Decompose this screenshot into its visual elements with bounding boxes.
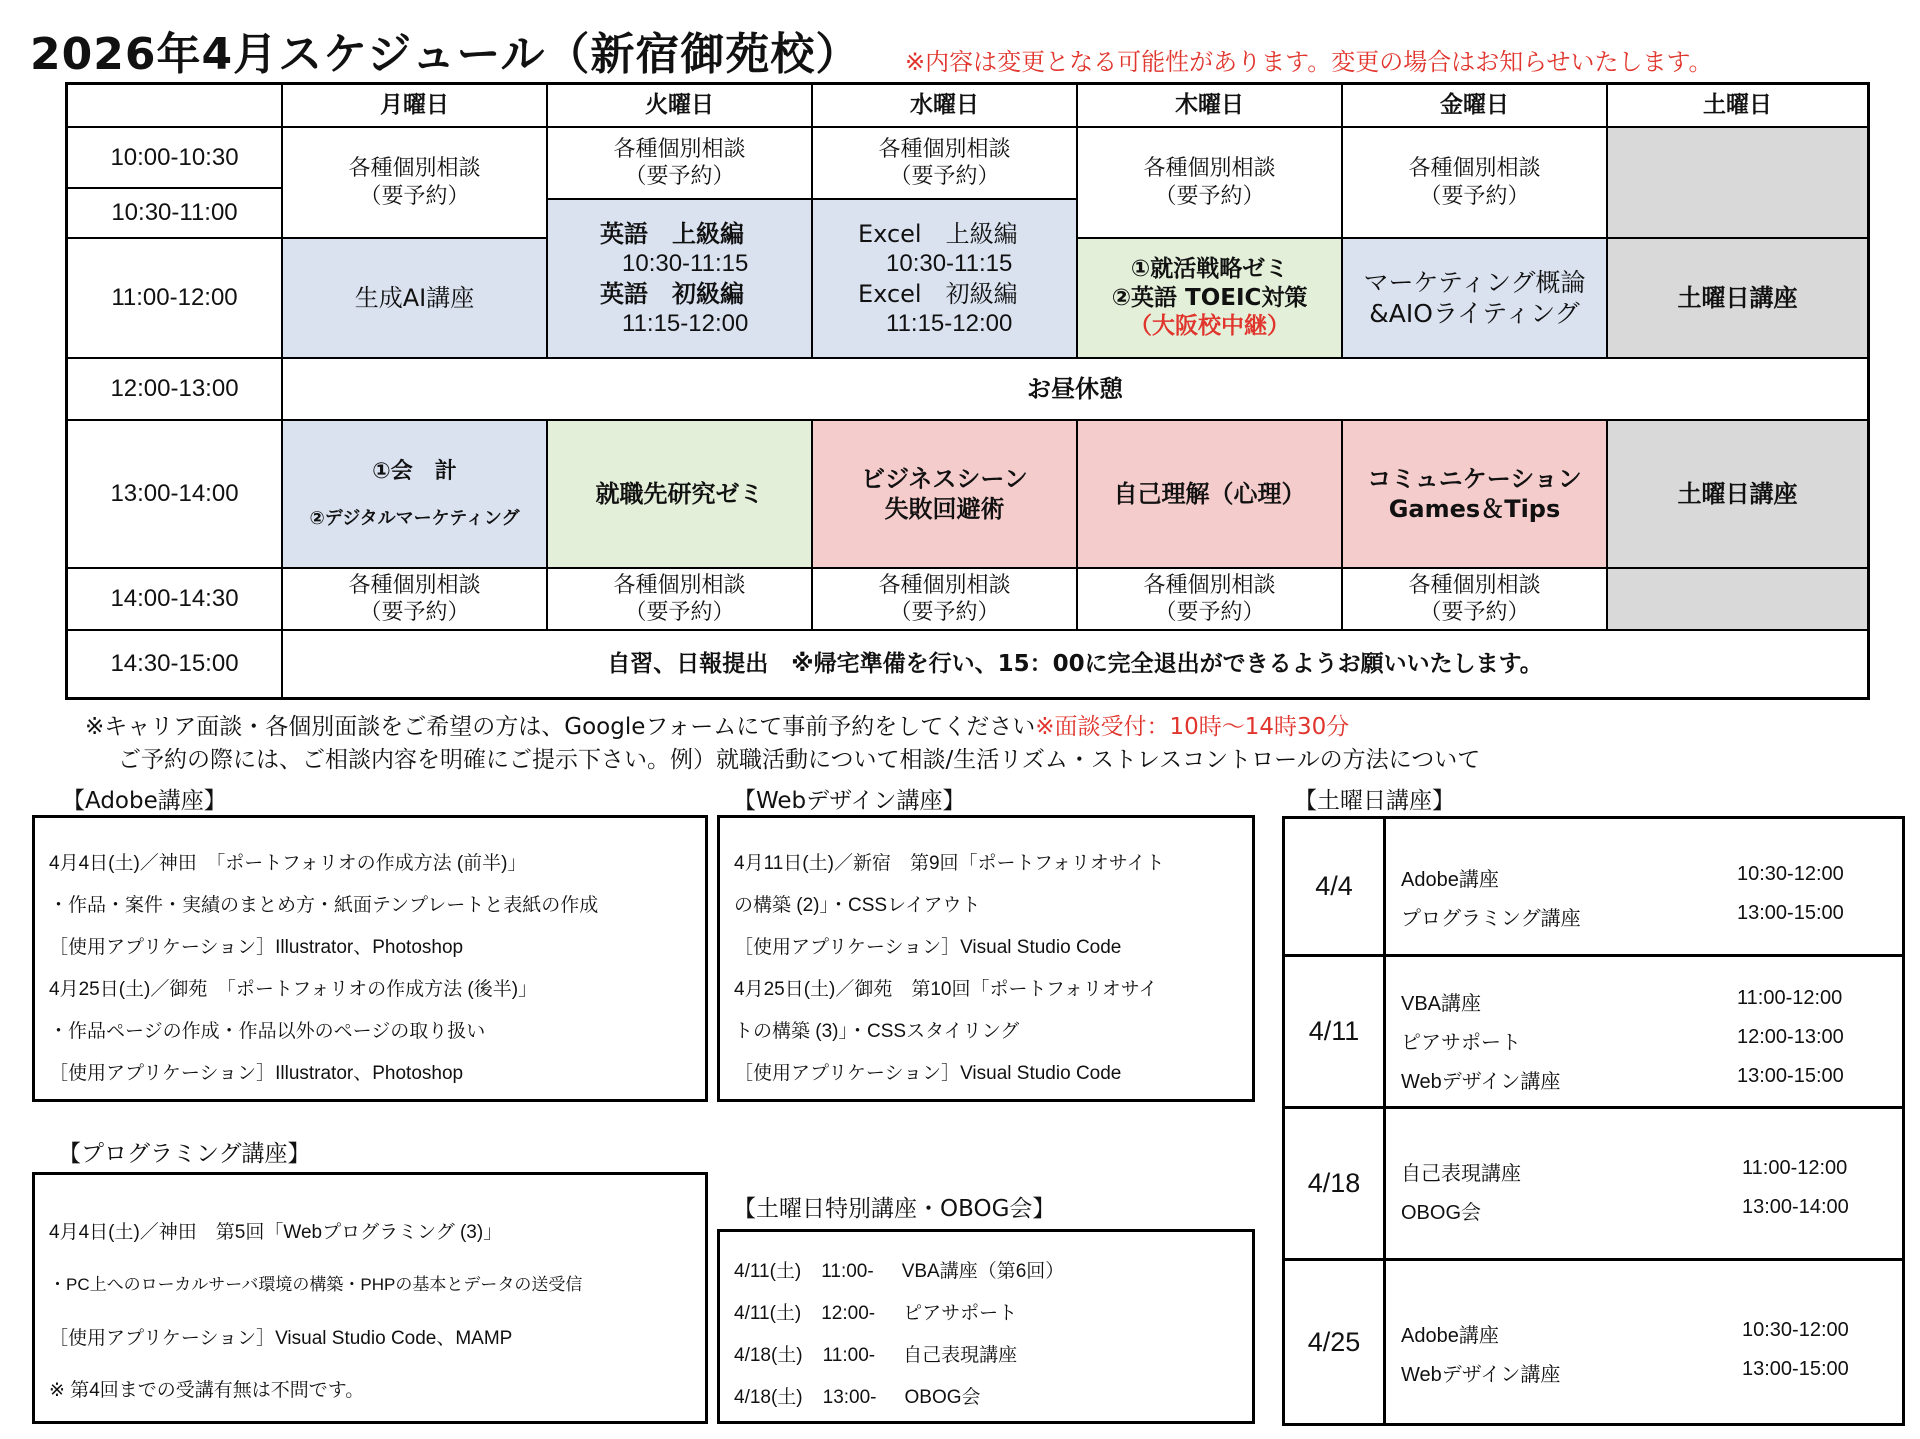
event-time: 11:00- [822, 1345, 876, 1366]
course-line: ※ 第4回までの受講有無は不問です。 [49, 1380, 365, 1401]
course-name: Adobe講座 [1401, 1325, 1499, 1347]
time-slot: 14:30-15:00 [68, 631, 283, 697]
day-header-wed: 水曜日 [813, 85, 1078, 128]
course-time: 11:00-12:00 [1737, 987, 1843, 1009]
class-time: 10:30-11:15 [622, 249, 749, 277]
class-time: 11:15-12:00 [886, 309, 1013, 337]
course-name: Adobe講座 [1401, 869, 1499, 891]
corner-cell [68, 85, 283, 128]
class-title: ビジネスシーン [861, 465, 1028, 493]
consult-cell [1078, 569, 1343, 631]
event-time: 13:00- [822, 1387, 877, 1408]
consult-note: （要予約） [359, 600, 470, 625]
consult-note: （要予約） [624, 164, 735, 189]
class-accounting-digital-marketing [283, 421, 548, 569]
event-time: 12:00- [821, 1303, 876, 1324]
saturday-row [1285, 1109, 1902, 1261]
consult-cell [1343, 569, 1608, 631]
class-self-understanding: 自己理解（心理） [1078, 421, 1343, 569]
consult-cell [548, 128, 813, 200]
saturday-date: 4/18 [1285, 1109, 1386, 1258]
consult-cell [283, 569, 548, 631]
course-line: ・作品ページの作成・作品以外のページの取り扱い [49, 1021, 486, 1042]
course-time: 13:00-14:00 [1742, 1196, 1849, 1218]
day-header-sat: 土曜日 [1608, 85, 1867, 128]
sat-course-cell: 土曜日講座 [1608, 421, 1867, 569]
web-design-course-box [717, 815, 1255, 1102]
web-design-section-title: 【Webデザイン講座】 [733, 788, 966, 814]
lunch-break: お昼休憩 [283, 359, 1867, 421]
reception-hours: ※面談受付：10時～14時30分 [1035, 714, 1350, 740]
course-line: ［使用アプリケーション］Visual Studio Code、MAMP [49, 1328, 513, 1349]
consult-label: 各種個別相談 [613, 572, 746, 598]
special-row [734, 1298, 1017, 1325]
saturday-row [1285, 957, 1902, 1109]
saturday-row [1285, 819, 1902, 957]
day-header-tue: 火曜日 [548, 85, 813, 128]
special-row [734, 1340, 1017, 1367]
consult-cell [548, 569, 813, 631]
class-title: Excel 初級編 [858, 279, 1018, 308]
saturday-date: 4/4 [1285, 819, 1386, 954]
consult-note: （要予約） [1419, 183, 1530, 209]
course-line: ［使用アプリケーション］Visual Studio Code [734, 1063, 1122, 1084]
consult-label: 各種個別相談 [1408, 156, 1541, 181]
class-title: ①会 計 [372, 459, 457, 484]
class-english [548, 200, 813, 359]
course-time: 10:30-12:00 [1742, 1319, 1849, 1341]
course-line: の構築 (2)」・CSSレイアウト [734, 895, 981, 916]
special-course-box [717, 1229, 1255, 1424]
course-line: 4月4日(土)／神田 第5回「Webプログラミング (3)」 [49, 1222, 503, 1243]
class-title: ②デジタルマーケティング [309, 507, 520, 529]
course-time: 11:00-12:00 [1742, 1157, 1848, 1179]
consult-note: （要予約） [1154, 600, 1265, 625]
sat-empty-cell [1608, 569, 1867, 631]
programming-section-title: 【プログラミング講座】 [58, 1141, 311, 1167]
course-line: ［使用アプリケーション］Visual Studio Code [734, 937, 1122, 958]
saturday-date: 4/11 [1285, 957, 1386, 1106]
class-time: 10:30-11:15 [886, 249, 1013, 277]
sat-empty-cell [1608, 128, 1867, 239]
class-business-scene [813, 421, 1078, 569]
relay-note: （大阪校中継） [1129, 313, 1290, 340]
course-time: 10:30-12:00 [1737, 863, 1844, 885]
course-name: プログラミング講座 [1401, 908, 1581, 930]
course-line: 4月25日(土)／御苑 第10回「ポートフォリオサイ [734, 979, 1158, 1000]
class-title: &AIOライティング [1369, 299, 1580, 328]
consult-cell [283, 128, 548, 239]
course-line: ［使用アプリケーション］Illustrator、Photoshop [49, 1063, 464, 1084]
consult-cell [813, 128, 1078, 200]
saturday-section-title: 【土曜日講座】 [1294, 788, 1455, 814]
event-date: 4/18(土) [734, 1345, 803, 1366]
class-title: 英語 初級編 [600, 279, 744, 308]
consult-label: 各種個別相談 [1143, 572, 1276, 598]
course-time: 12:00-13:00 [1737, 1026, 1844, 1048]
course-time: 13:00-15:00 [1742, 1358, 1849, 1380]
adobe-section-title: 【Adobe講座】 [62, 788, 227, 814]
programming-course-box [32, 1172, 708, 1424]
event-date: 4/18(土) [734, 1387, 803, 1408]
special-section-title: 【土曜日特別講座・OBOG会】 [733, 1196, 1056, 1222]
course-time: 13:00-15:00 [1737, 902, 1844, 924]
event-time: 11:00- [821, 1261, 874, 1282]
consult-label: 各種個別相談 [1143, 156, 1276, 181]
consult-note: （要予約） [889, 164, 1000, 189]
saturday-course-table [1282, 816, 1905, 1426]
adobe-course-box [32, 815, 708, 1102]
class-generative-ai: 生成AI講座 [283, 239, 548, 359]
class-marketing [1343, 239, 1608, 359]
consult-note: （要予約） [359, 183, 470, 209]
special-row [734, 1256, 1064, 1283]
class-communication [1343, 421, 1608, 569]
consult-cell [813, 569, 1078, 631]
event-date: 4/11(土) [734, 1303, 802, 1324]
day-header-fri: 金曜日 [1343, 85, 1608, 128]
event-name: VBA講座（第6回） [901, 1261, 1065, 1282]
consult-label: 各種個別相談 [878, 572, 1011, 598]
consult-label: 各種個別相談 [1408, 572, 1541, 598]
course-line: 4月11日(土)／新宿 第9回「ポートフォリオサイト [734, 853, 1165, 874]
class-company-research: 就職先研究ゼミ [548, 421, 813, 569]
class-title: 失敗回避術 [884, 495, 1005, 523]
time-slot: 12:00-13:00 [68, 359, 283, 421]
event-name: OBOG会 [904, 1387, 981, 1408]
course-name: Webデザイン講座 [1401, 1071, 1561, 1093]
class-title: Games＆Tips [1388, 495, 1561, 523]
class-title: Excel 上級編 [858, 219, 1018, 248]
saturday-date: 4/25 [1285, 1261, 1386, 1423]
weekly-schedule-table [65, 82, 1870, 700]
course-line: ・PC上へのローカルサーバ環境の構築・PHPの基本とデータの送受信 [49, 1275, 583, 1294]
time-slot: 14:00-14:30 [68, 569, 283, 631]
course-name: OBOG会 [1401, 1202, 1482, 1224]
course-line: トの構築 (3)」・CSSスタイリング [734, 1021, 1020, 1042]
event-name: ピアサポート [903, 1303, 1018, 1324]
consult-label: 各種個別相談 [878, 136, 1011, 162]
time-slot: 10:00-10:30 [68, 128, 283, 189]
time-slot: 13:00-14:00 [68, 421, 283, 569]
course-line: 4月25日(土)／御苑 「ポートフォリオの作成方法 (後半)」 [49, 979, 538, 1000]
class-job-strategy-toeic [1078, 239, 1343, 359]
day-header-thu: 木曜日 [1078, 85, 1343, 128]
class-title: ②英語 TOEIC対策 [1111, 284, 1308, 311]
class-excel [813, 200, 1078, 359]
course-name: VBA講座 [1401, 993, 1482, 1015]
reservation-text: ※キャリア面談・各個別面談をご希望の方は、Googleフォームにて事前予約をしてください [85, 714, 1036, 740]
course-name: ピアサポート [1401, 1032, 1521, 1054]
saturday-row [1285, 1261, 1902, 1423]
consult-cell [1078, 128, 1343, 239]
event-name: 自己表現講座 [903, 1345, 1018, 1366]
self-study-row: 自習、日報提出 ※帰宅準備を行い、15：00に完全退出ができるようお願いいたします。 [607, 650, 1543, 677]
course-name: Webデザイン講座 [1401, 1364, 1561, 1386]
consult-note: （要予約） [624, 600, 735, 625]
time-slot: 11:00-12:00 [68, 239, 283, 359]
course-line: ［使用アプリケーション］Illustrator、Photoshop [49, 937, 464, 958]
class-title: コミュニケーション [1367, 465, 1582, 493]
change-notice: ※内容は変更となる可能性があります。変更の場合はお知らせいたします。 [905, 48, 1713, 76]
page-title: 2026年4月スケジュール（新宿御苑校） [30, 29, 861, 80]
class-title: 英語 上級編 [600, 219, 744, 248]
event-date: 4/11(土) [734, 1261, 802, 1282]
consult-note: （要予約） [1419, 600, 1530, 625]
sat-course-cell: 土曜日講座 [1608, 239, 1867, 359]
consult-note: （要予約） [889, 600, 1000, 625]
reservation-note [85, 708, 1349, 741]
consult-note: （要予約） [1154, 183, 1265, 209]
day-header-mon: 月曜日 [283, 85, 548, 128]
special-row [734, 1382, 981, 1409]
consult-label: 各種個別相談 [613, 136, 746, 162]
time-slot: 10:30-11:00 [68, 189, 283, 239]
class-time: 11:15-12:00 [622, 309, 749, 337]
course-time: 13:00-15:00 [1737, 1065, 1844, 1087]
consult-label: 各種個別相談 [348, 156, 481, 181]
consult-cell [1343, 128, 1608, 239]
class-title: ①就活戦略ゼミ [1130, 255, 1289, 282]
consult-label: 各種個別相談 [348, 572, 481, 598]
course-line: 4月4日(土)／神田 「ポートフォリオの作成方法 (前半)」 [49, 853, 527, 874]
consultation-example-note: ご予約の際には、ご相談内容を明確にご提示下さい。例）就職活動について相談/生活リズム・ストレスコントロールの方法について [118, 747, 1481, 773]
course-line: ・作品・案件・実績のまとめ方・紙面テンプレートと表紙の作成 [49, 895, 599, 916]
course-name: 自己表現講座 [1401, 1163, 1521, 1185]
class-title: マーケティング概論 [1363, 267, 1586, 297]
